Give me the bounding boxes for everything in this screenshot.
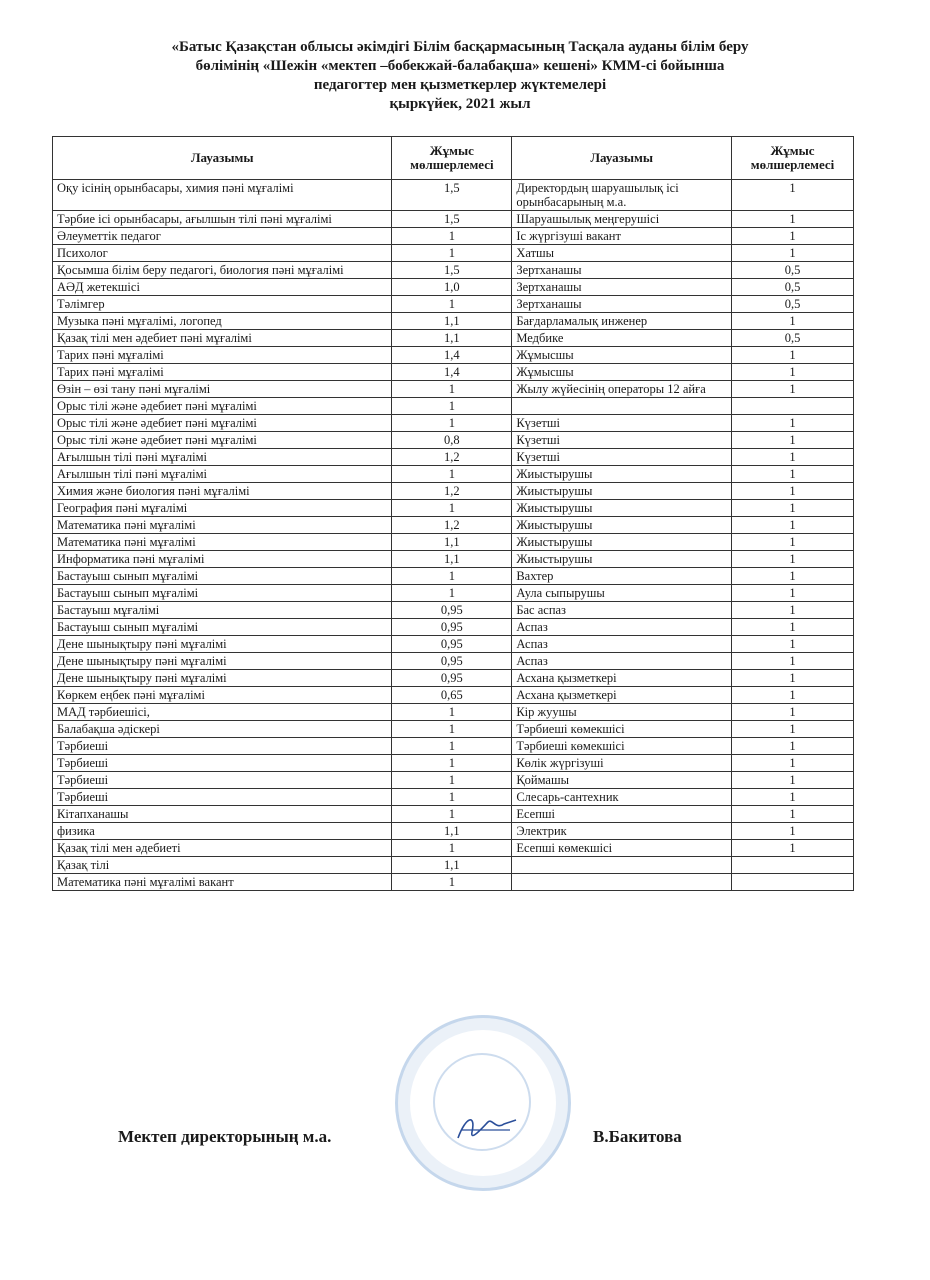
cell-rate-left: 1,1	[392, 330, 512, 347]
cell-rate-left: 1,2	[392, 517, 512, 534]
cell-rate-right: 1	[732, 245, 854, 262]
cell-position-right: Аспаз	[512, 653, 732, 670]
cell-position-right: Жұмысшы	[512, 364, 732, 381]
cell-position-left: Ағылшын тілі пәні мұғалімі	[53, 466, 392, 483]
cell-position-left: Тәрбие ісі орынбасары, ағылшын тілі пәні мұғалімі	[53, 211, 392, 228]
table-row	[53, 500, 854, 517]
cell-rate-right: 1	[732, 381, 854, 398]
director-title: Мектеп директорының м.а.	[118, 1127, 332, 1146]
cell-rate-right: 0,5	[732, 296, 854, 313]
cell-position-right: Тәрбиеші көмекшісі	[512, 738, 732, 755]
table-header-row	[53, 137, 854, 180]
staff-workload-table	[52, 136, 854, 891]
cell-position-right: Күзетші	[512, 415, 732, 432]
cell-rate-right: 1	[732, 755, 854, 772]
cell-position-left: Қазақ тілі	[53, 857, 392, 874]
cell-rate-right: 1	[732, 568, 854, 585]
cell-rate-right: 1	[732, 449, 854, 466]
cell-rate-left: 1	[392, 704, 512, 721]
cell-position-left: Математика пәні мұғалімі вакант	[53, 874, 392, 891]
cell-rate-right: 1	[732, 211, 854, 228]
cell-rate-right: 1	[732, 313, 854, 330]
table-row	[53, 619, 854, 636]
cell-position-left: Тарих пәні мұғалімі	[53, 347, 392, 364]
cell-rate-right: 1	[732, 347, 854, 364]
cell-rate-left: 1	[392, 806, 512, 823]
table-row	[53, 840, 854, 857]
cell-position-right: Қоймашы	[512, 772, 732, 789]
title-line-2: бөлімінің «Шежін «мектеп –бобекжай-балабақша» кешені» КММ-сі бойынша	[195, 58, 725, 74]
cell-position-right: Медбике	[512, 330, 732, 347]
cell-rate-right: 1	[732, 738, 854, 755]
signature-mark	[452, 1108, 522, 1148]
cell-position-right: Жиыстырушы	[512, 517, 732, 534]
cell-rate-right: 1	[732, 619, 854, 636]
cell-rate-left: 1	[392, 296, 512, 313]
cell-position-left: Тарих пәні мұғалімі	[53, 364, 392, 381]
table-row	[53, 228, 854, 245]
cell-position-left: МАД тәрбиешісі,	[53, 704, 392, 721]
table-row	[53, 738, 854, 755]
header-rate-right: Жұмыс мөлшерлемесі	[732, 137, 854, 180]
document-title	[60, 38, 860, 114]
cell-rate-right: 1	[732, 534, 854, 551]
cell-rate-left: 1	[392, 568, 512, 585]
cell-rate-right: 1	[732, 806, 854, 823]
cell-position-left: Орыс тілі және әдебиет пәні мұғалімі	[53, 398, 392, 415]
cell-position-right: Шаруашылық меңгерушісі	[512, 211, 732, 228]
cell-position-right: Жиыстырушы	[512, 534, 732, 551]
cell-rate-left: 1	[392, 398, 512, 415]
cell-position-right: Кір жуушы	[512, 704, 732, 721]
cell-position-left: Өзін – өзі тану пәні мұғалімі	[53, 381, 392, 398]
cell-rate-left: 1,1	[392, 313, 512, 330]
cell-position-left: Бастауыш сынып мұғалімі	[53, 585, 392, 602]
cell-rate-right: 1	[732, 823, 854, 840]
cell-position-left: Тәрбиеші	[53, 772, 392, 789]
cell-position-right: Бағдарламалық инженер	[512, 313, 732, 330]
cell-rate-left: 1	[392, 789, 512, 806]
cell-rate-left: 1,4	[392, 364, 512, 381]
cell-rate-left: 0,95	[392, 670, 512, 687]
cell-position-left: Тәрбиеші	[53, 755, 392, 772]
cell-rate-left: 1	[392, 772, 512, 789]
cell-position-right: Күзетші	[512, 432, 732, 449]
table-row	[53, 653, 854, 670]
cell-position-left: Оқу ісінің орынбасары, химия пәні мұғалімі	[53, 180, 392, 211]
cell-rate-left: 1	[392, 466, 512, 483]
cell-position-right	[512, 398, 732, 415]
cell-position-left: Дене шынықтыру пәні мұғалімі	[53, 653, 392, 670]
cell-position-right: Есепші көмекшісі	[512, 840, 732, 857]
cell-rate-right	[732, 398, 854, 415]
cell-position-right: Күзетші	[512, 449, 732, 466]
table-row	[53, 432, 854, 449]
cell-position-left: География пәні мұғалімі	[53, 500, 392, 517]
table-row	[53, 211, 854, 228]
table-row	[53, 636, 854, 653]
cell-rate-right: 1	[732, 670, 854, 687]
cell-rate-left: 1,1	[392, 551, 512, 568]
cell-position-left: Орыс тілі және әдебиет пәні мұғалімі	[53, 415, 392, 432]
cell-rate-right: 1	[732, 483, 854, 500]
title-line-3: педагогтер мен қызметкерлер жүктемелері	[313, 77, 607, 93]
cell-rate-left: 1	[392, 585, 512, 602]
cell-rate-left: 1	[392, 381, 512, 398]
table-row	[53, 585, 854, 602]
cell-rate-left: 1,0	[392, 279, 512, 296]
header-position-right: Лауазымы	[512, 137, 732, 180]
cell-rate-left: 1	[392, 245, 512, 262]
cell-rate-right: 1	[732, 432, 854, 449]
table-row	[53, 180, 854, 211]
cell-position-left: Дене шынықтыру пәні мұғалімі	[53, 636, 392, 653]
cell-rate-left: 1,5	[392, 262, 512, 279]
cell-position-left: Математика пәні мұғалімі	[53, 517, 392, 534]
cell-rate-left: 1	[392, 840, 512, 857]
cell-rate-right: 1	[732, 466, 854, 483]
cell-rate-left: 1	[392, 738, 512, 755]
table-row	[53, 245, 854, 262]
cell-rate-right	[732, 874, 854, 891]
cell-rate-right: 1	[732, 228, 854, 245]
cell-position-left: Тәрбиеші	[53, 738, 392, 755]
table-row	[53, 806, 854, 823]
cell-rate-right: 1	[732, 704, 854, 721]
cell-position-right: Бас аспаз	[512, 602, 732, 619]
cell-position-left: Ағылшын тілі пәні мұғалімі	[53, 449, 392, 466]
cell-rate-left: 1,1	[392, 857, 512, 874]
cell-position-right: Жиыстырушы	[512, 483, 732, 500]
cell-position-right: Жиыстырушы	[512, 551, 732, 568]
cell-position-left: Дене шынықтыру пәні мұғалімі	[53, 670, 392, 687]
cell-position-left: Бастауыш сынып мұғалімі	[53, 619, 392, 636]
cell-position-left: Психолог	[53, 245, 392, 262]
table-row	[53, 551, 854, 568]
table-row	[53, 687, 854, 704]
table-row	[53, 347, 854, 364]
cell-rate-left: 0,95	[392, 636, 512, 653]
cell-position-left: Информатика пәні мұғалімі	[53, 551, 392, 568]
cell-position-left: физика	[53, 823, 392, 840]
cell-rate-left: 1,2	[392, 483, 512, 500]
table-row	[53, 398, 854, 415]
cell-rate-left: 1,4	[392, 347, 512, 364]
title-line-4: қыркүйек, 2021 жыл	[389, 96, 531, 112]
title-line-1: «Батыс Қазақстан облысы әкімдігі Білім басқармасының Тасқала ауданы білім беру	[171, 39, 749, 55]
cell-position-right: Жылу жүйесінің операторы 12 айға	[512, 381, 732, 398]
cell-rate-right: 0,5	[732, 262, 854, 279]
cell-rate-right: 1	[732, 687, 854, 704]
cell-position-right: Аспаз	[512, 619, 732, 636]
cell-rate-right: 1	[732, 551, 854, 568]
cell-position-right: Зертханашы	[512, 296, 732, 313]
table-row	[53, 568, 854, 585]
table-row	[53, 772, 854, 789]
cell-position-right: Аула сыпырушы	[512, 585, 732, 602]
cell-rate-right: 1	[732, 840, 854, 857]
table-row	[53, 483, 854, 500]
cell-rate-right: 1	[732, 585, 854, 602]
cell-position-right: Хатшы	[512, 245, 732, 262]
cell-position-right: Тәрбиеші көмекшісі	[512, 721, 732, 738]
cell-position-right: Іс жүргізуші вакант	[512, 228, 732, 245]
cell-position-left: Балабақша әдіскері	[53, 721, 392, 738]
cell-rate-right: 1	[732, 772, 854, 789]
cell-rate-right: 1	[732, 721, 854, 738]
cell-position-left: Көркем еңбек пәні мұғалімі	[53, 687, 392, 704]
table-row	[53, 670, 854, 687]
table-row	[53, 313, 854, 330]
table-row	[53, 602, 854, 619]
header-rate-left: Жұмыс мөлшерлемесі	[392, 137, 512, 180]
cell-position-right: Жиыстырушы	[512, 466, 732, 483]
table-row	[53, 364, 854, 381]
cell-position-right: Асхана қызметкері	[512, 670, 732, 687]
cell-rate-left: 1,1	[392, 534, 512, 551]
cell-rate-left: 0,95	[392, 653, 512, 670]
official-stamp	[395, 1015, 571, 1191]
cell-position-left: Бастауыш мұғалімі	[53, 602, 392, 619]
cell-position-left: Әлеуметтік педагог	[53, 228, 392, 245]
cell-rate-left: 1,1	[392, 823, 512, 840]
table-row	[53, 534, 854, 551]
cell-position-right: Зертханашы	[512, 279, 732, 296]
cell-position-right: Аспаз	[512, 636, 732, 653]
cell-position-left: Қосымша білім беру педагогі, биология пәні мұғалімі	[53, 262, 392, 279]
cell-rate-left: 0,95	[392, 619, 512, 636]
table-body	[53, 180, 854, 891]
table-row	[53, 789, 854, 806]
cell-rate-left: 1	[392, 500, 512, 517]
table-row	[53, 279, 854, 296]
table-row	[53, 517, 854, 534]
cell-rate-right: 0,5	[732, 330, 854, 347]
table-row	[53, 857, 854, 874]
table-row	[53, 823, 854, 840]
table-row	[53, 381, 854, 398]
cell-position-left: Тәлімгер	[53, 296, 392, 313]
cell-rate-left: 1	[392, 721, 512, 738]
table-row	[53, 262, 854, 279]
cell-position-left: Музыка пәні мұғалімі, логопед	[53, 313, 392, 330]
cell-rate-right: 1	[732, 653, 854, 670]
cell-rate-left: 1	[392, 415, 512, 432]
cell-rate-left: 1,5	[392, 180, 512, 211]
cell-position-right: Жұмысшы	[512, 347, 732, 364]
cell-position-left: АӘД жетекшісі	[53, 279, 392, 296]
cell-position-right: Слесарь-сантехник	[512, 789, 732, 806]
cell-position-left: Химия және биология пәні мұғалімі	[53, 483, 392, 500]
cell-position-left: Математика пәні мұғалімі	[53, 534, 392, 551]
cell-position-right	[512, 857, 732, 874]
cell-rate-left: 1,2	[392, 449, 512, 466]
table-row	[53, 466, 854, 483]
cell-rate-left: 0,8	[392, 432, 512, 449]
cell-rate-right: 1	[732, 636, 854, 653]
cell-position-right: Жиыстырушы	[512, 500, 732, 517]
table-row	[53, 755, 854, 772]
table-row	[53, 449, 854, 466]
cell-position-left: Кітапханашы	[53, 806, 392, 823]
cell-rate-right: 1	[732, 500, 854, 517]
cell-rate-left: 1,5	[392, 211, 512, 228]
cell-position-left: Қазақ тілі мен әдебиет пәні мұғалімі	[53, 330, 392, 347]
cell-rate-right: 1	[732, 364, 854, 381]
cell-rate-right: 1	[732, 517, 854, 534]
cell-position-right	[512, 874, 732, 891]
cell-rate-left: 0,95	[392, 602, 512, 619]
table-row	[53, 415, 854, 432]
cell-rate-right: 1	[732, 602, 854, 619]
table-row	[53, 330, 854, 347]
cell-position-right: Асхана қызметкері	[512, 687, 732, 704]
cell-position-right: Көлік жүргізуші	[512, 755, 732, 772]
cell-rate-left: 1	[392, 874, 512, 891]
cell-position-right: Есепші	[512, 806, 732, 823]
cell-position-right: Электрик	[512, 823, 732, 840]
cell-rate-right	[732, 857, 854, 874]
cell-position-right: Вахтер	[512, 568, 732, 585]
director-name: В.Бакитова	[593, 1127, 682, 1146]
cell-position-left: Бастауыш сынып мұғалімі	[53, 568, 392, 585]
cell-position-left: Орыс тілі және әдебиет пәні мұғалімі	[53, 432, 392, 449]
cell-rate-right: 1	[732, 789, 854, 806]
cell-position-left: Қазақ тілі мен әдебиеті	[53, 840, 392, 857]
cell-rate-right: 1	[732, 415, 854, 432]
table-row	[53, 704, 854, 721]
header-position-left: Лауазымы	[53, 137, 392, 180]
cell-position-right: Директордың шаруашылық ісі орынбасарының м.а.	[512, 180, 732, 211]
cell-rate-left: 0,65	[392, 687, 512, 704]
cell-position-right: Зертханашы	[512, 262, 732, 279]
table-row	[53, 721, 854, 738]
cell-rate-left: 1	[392, 755, 512, 772]
cell-rate-right: 0,5	[732, 279, 854, 296]
cell-position-left: Тәрбиеші	[53, 789, 392, 806]
table-row	[53, 296, 854, 313]
cell-rate-right: 1	[732, 180, 854, 211]
cell-rate-left: 1	[392, 228, 512, 245]
table-row	[53, 874, 854, 891]
